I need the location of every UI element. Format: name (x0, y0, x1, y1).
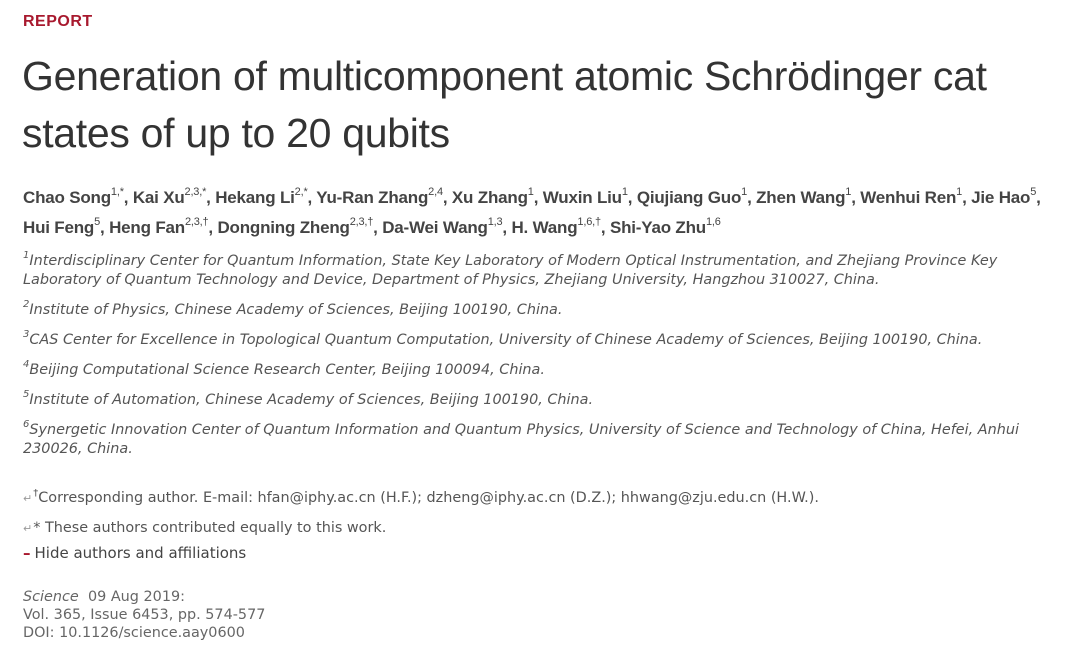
author-notes (23, 489, 1063, 549)
return-arrow-icon[interactable]: ↵ (23, 522, 33, 535)
affiliation-item (23, 421, 1063, 459)
author-name-text: Wuxin Liu (542, 188, 622, 207)
author-name[interactable] (133, 188, 206, 207)
affiliation-number: 3 (23, 329, 30, 341)
hide-authors-label: Hide authors and affiliations (34, 544, 247, 562)
author-affiliation-marker: 2,4 (428, 186, 443, 199)
author-affiliation-marker: 1 (956, 186, 963, 199)
author-name[interactable] (382, 218, 502, 237)
author-affiliation-marker: 2,3,† (349, 216, 374, 229)
author-name[interactable] (215, 188, 307, 207)
affiliation-number: 4 (23, 359, 30, 371)
affiliation-number: 6 (23, 419, 30, 431)
author-name[interactable] (452, 188, 534, 207)
author-name[interactable] (756, 188, 851, 207)
hide-authors-toggle[interactable] (23, 543, 246, 563)
author-affiliation-marker: 1,3 (487, 216, 503, 229)
corresponding-author-note (23, 489, 1063, 508)
article-type-label: REPORT (23, 13, 93, 30)
affiliation-text: Institute of Physics, Chinese Academy of Sciences, Beijing 100190, China. (29, 302, 563, 318)
author-affiliation-marker: 1 (845, 186, 852, 199)
equal-contribution-text: * These authors contributed equally to this work. (33, 520, 387, 536)
author-name-text: Zhen Wang (756, 188, 846, 207)
affiliation-text: Synergetic Innovation Center of Quantum Information and Quantum Physics, University of Science and Technology of China, Hefei, Anhui 230026, China. (23, 422, 1019, 457)
author-name-text: H. Wang (511, 218, 578, 237)
affiliation-number: 1 (23, 250, 30, 262)
author-name[interactable] (511, 218, 600, 237)
author-name-text: Xu Zhang (451, 188, 528, 207)
author-list: Chao Song$^{1,*}$, Kai $Xu^{2,3,*}$, Hekang $Li^{2,*}$, Yu-Ran Zhang$^{2,4}$, Xu Zhang$^1$, Wuxin Liu$^1$, Qiujiang Guo$^1$, Zhen Wang$^1$, Wenhui Ren$^1$, Jie Hao$^5$, Hui Feng$^5$, Heng Fan$^{2,3,\dagger}$, Dongning Zheng$^{2,3,\dagger}$, Da-Wei Wang$^{1,3}$, H. Wang$^{1,6,\dagger}$, Shi-Yao Zhu$^{1,6}$ (23, 186, 1041, 237)
author-name-text: Dongning Zheng (217, 218, 350, 237)
citation-journal-line (23, 588, 265, 606)
author-name[interactable] (316, 188, 443, 207)
author-affiliation-marker: 1,6 (705, 216, 721, 229)
author-affiliation-marker: 1,6,† (577, 216, 601, 229)
affiliation-text: CAS Center for Excellence in Topological Quantum Computation, University of Chinese Academy of Sciences, Beijing 100190, China. (29, 332, 983, 348)
journal-name: Science (23, 589, 79, 605)
affiliation-item (23, 361, 1063, 380)
corresponding-author-text: Corresponding author. E-mail: hfan@iphy.ac.cn (H.F.); dzheng@iphy.ac.cn (D.Z.); hhwang@zju.edu.cn (H.W.). (38, 490, 819, 506)
publication-date: 09 Aug 2019: (87, 589, 185, 605)
author-name[interactable] (23, 218, 100, 237)
affiliation-item (23, 252, 1063, 290)
author-name[interactable] (860, 188, 962, 207)
author-affiliation-marker: 2,3,† (184, 216, 209, 229)
author-name-text: Yu-Ran Zhang (316, 188, 429, 207)
author-affiliation-marker: 5 (1030, 186, 1037, 199)
author-affiliation-marker: 1 (741, 186, 748, 199)
author-affiliation-marker: 2,3,* (184, 186, 207, 199)
author-name[interactable] (217, 218, 373, 237)
citation-doi[interactable]: DOI: 10.1126/science.aay0600 (23, 625, 245, 641)
author-name[interactable] (109, 218, 208, 237)
affiliation-text: Beijing Computational Science Research Center, Beijing 100094, China. (29, 362, 545, 378)
affiliation-list (23, 252, 1063, 470)
author-name-text: Jie Hao (971, 188, 1031, 207)
author-name-text: Shi-Yao Zhu (609, 218, 706, 237)
minus-icon: – (23, 544, 31, 562)
affiliation-item (23, 301, 1063, 320)
author-affiliation-marker: 1 (621, 186, 628, 199)
return-arrow-icon[interactable]: ↵ (23, 492, 33, 505)
author-name[interactable] (637, 188, 747, 207)
citation-block (23, 588, 265, 642)
affiliation-item (23, 331, 1063, 350)
affiliation-number: 5 (23, 389, 30, 401)
affiliation-number: 2 (23, 299, 30, 311)
author-affiliation-marker: 1 (527, 186, 534, 199)
dagger-mark: † (33, 488, 39, 500)
affiliation-item (23, 391, 1063, 410)
affiliation-text: Interdisciplinary Center for Quantum Information, State Key Laboratory of Modern Optical Instrumentation, and Zhejiang Province Key Laboratory of Quantum Technology and Device, Department of Physics, Zhejiang University, Hangzhou 310027, China. (23, 253, 998, 288)
author-name[interactable] (543, 188, 628, 207)
author-name-text: Heng Fan (109, 218, 185, 237)
author-name-text: Da-Wei Wang (382, 218, 488, 237)
citation-volume: Vol. 365, Issue 6453, pp. 574-577 (23, 607, 266, 623)
author-name-text: Hui Feng (23, 218, 95, 237)
author-name-text: Hekang Li (215, 188, 295, 207)
author-affiliation-marker: 5 (94, 216, 101, 229)
author-name[interactable] (610, 218, 721, 237)
equal-contribution-note (23, 519, 1063, 538)
author-name-text: Kai Xu (132, 188, 185, 207)
author-name-text: Wenhui Ren (860, 188, 957, 207)
author-name[interactable] (971, 188, 1036, 207)
affiliation-text: Institute of Automation, Chinese Academy of Sciences, Beijing 100190, China. (29, 392, 594, 408)
author-affiliation-marker: 2,* (294, 186, 308, 199)
author-name-text: Chao Song (23, 188, 111, 207)
author-affiliation-marker: 1,* (110, 186, 124, 199)
article-title: Generation of multicomponent atomic Schrödinger cat states of up to 20 qubits (22, 53, 987, 156)
author-name[interactable] (23, 188, 124, 207)
author-name-text: Qiujiang Guo (636, 188, 742, 207)
